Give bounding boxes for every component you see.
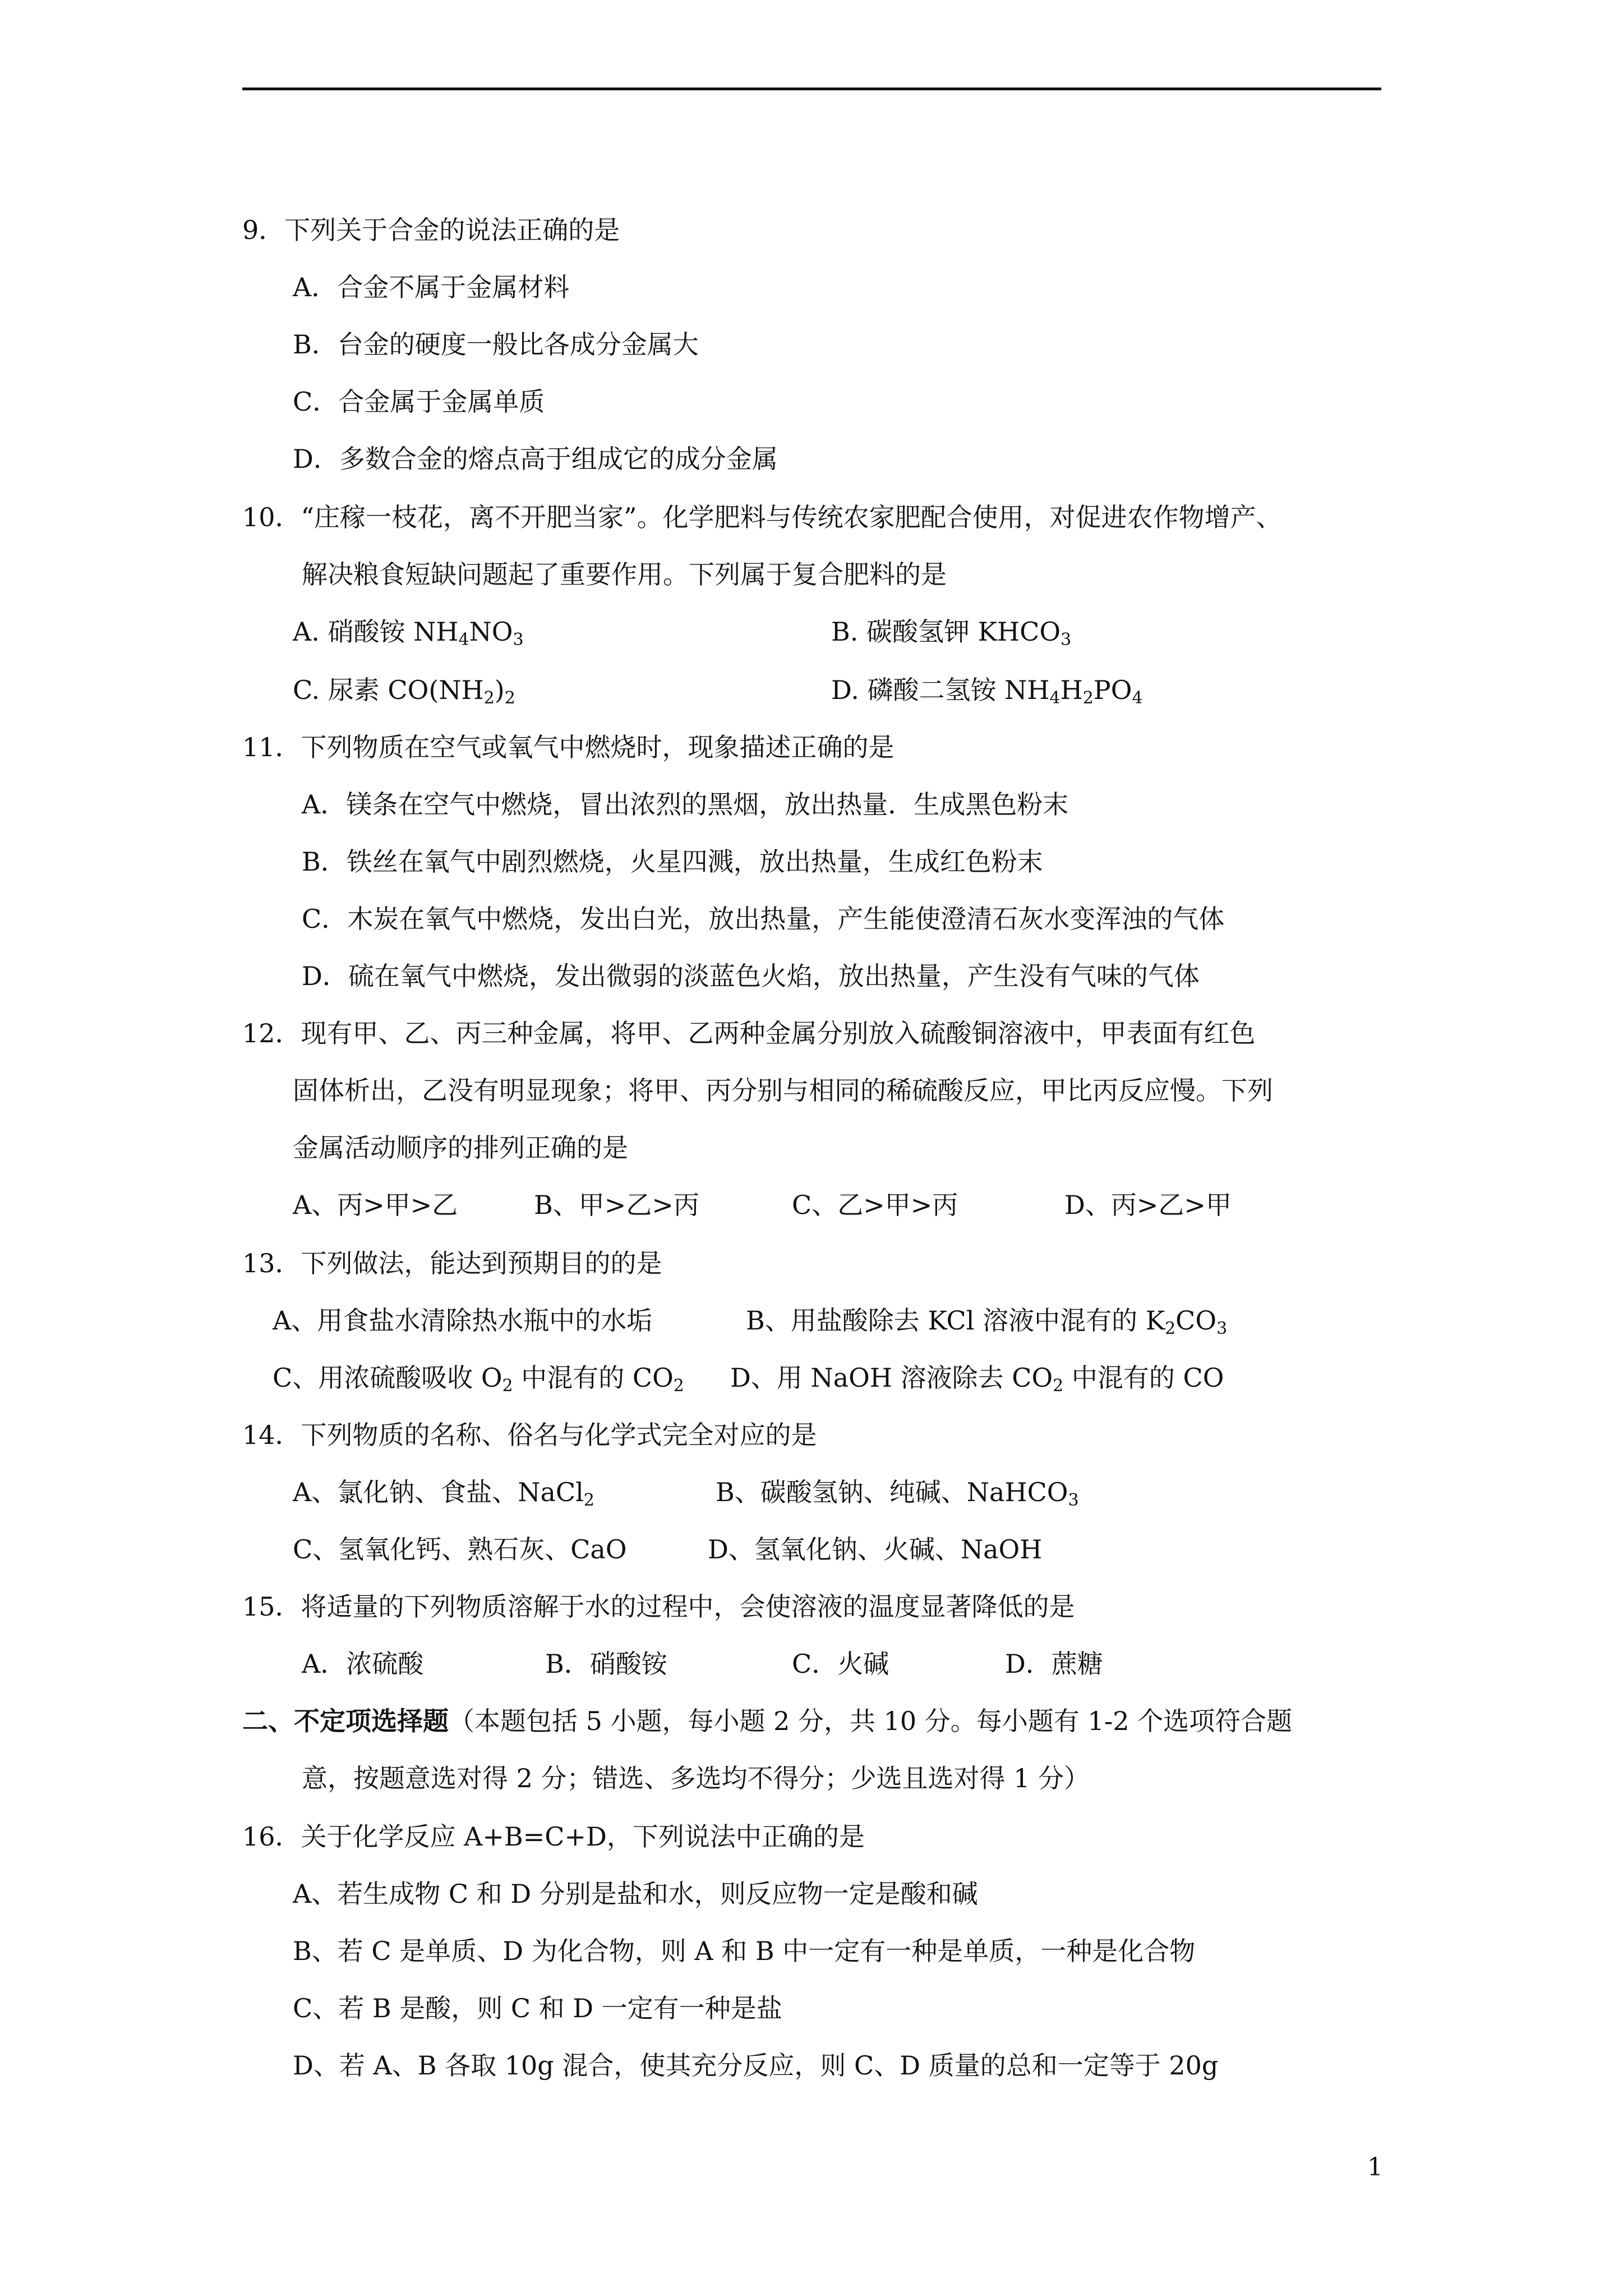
section2-desc-line1: （本题包括 5 小题，每小题 2 分，共 10 分。每小题有 1-2 个选项符合题: [449, 1706, 1293, 1736]
q15-option-b: B．硝酸铵: [545, 1649, 667, 1679]
q14-stem: 14．下列物质的名称、俗名与化学式完全对应的是: [242, 1420, 817, 1450]
q12-option-a: A、丙>甲>乙: [293, 1190, 458, 1220]
q11-option-d: D．硫在氧气中燃烧，发出微弱的淡蓝色火焰，放出热量，产生没有气味的气体: [302, 961, 1200, 991]
q14-option-c: C、氢氧化钙、熟石灰、CaO: [293, 1534, 627, 1565]
q16-option-d: D、若 A、B 各取 10g 混合，使其充分反应，则 C、D 质量的总和一定等于 20g: [293, 2050, 1219, 2081]
q15-option-d: D．蔗糖: [1005, 1649, 1103, 1679]
q9-option-d: D．多数合金的熔点高于组成它的成分金属: [293, 444, 778, 474]
q12-stem-line3: 金属活动顺序的排列正确的是: [293, 1133, 628, 1163]
q11-stem: 11．下列物质在空气或氧气中燃烧时，现象描述正确的是: [242, 732, 895, 762]
q14-option-a: A、氯化钠、食盐、NaCl$_2$: [293, 1477, 594, 1510]
q13-option-b: B、用盐酸除去 KCl 溶液中混有的 $K_2CO_3$: [746, 1305, 1228, 1338]
q10-stem-line1: 10．“庄稼一枝花，离不开肥当家”。化学肥料与传统农家肥配合使用，对促进农作物增产、: [242, 502, 1282, 532]
q11-option-b: B．铁丝在氧气中剧烈燃烧，火星四溅，放出热量，生成红色粉末: [302, 846, 1043, 877]
q14-option-b: B、碳酸氢钠、纯碱、NaHCO$_3$: [716, 1477, 1079, 1510]
q9-option-b: B．台金的硬度一般比各成分金属大: [293, 329, 699, 360]
q10-option-b: B. 碳酸氢钾 $KHCO_3$: [831, 616, 1072, 650]
section2-title: 二、不定项选择题: [242, 1706, 449, 1736]
q15-stem: 15．将适量的下列物质溶解于水的过程中，会使溶液的温度显著降低的是: [242, 1591, 1075, 1622]
q16-option-b: B、若 C 是单质、D 为化合物，则 A 和 B 中一定有一种是单质，一种是化合物: [293, 1936, 1196, 1966]
q15-option-c: C．火碱: [792, 1649, 889, 1679]
q10-option-d: D. 磷酸二氢铵 $NH_4H_2PO_4$: [831, 675, 1143, 708]
header-rule: [242, 88, 1381, 90]
q11-option-a: A．镁条在空气中燃烧，冒出浓烈的黑烟，放出热量．生成黑色粉末: [302, 789, 1069, 820]
q13-option-c: C、用浓硫酸吸收 $O_2$ 中混有的 $CO_2$: [273, 1363, 684, 1396]
q9-option-a: A．合金不属于金属材料: [293, 272, 570, 302]
q12-stem-line1: 12．现有甲、乙、丙三种金属，将甲、乙两种金属分别放入硫酸铜溶液中，甲表面有红色: [242, 1018, 1256, 1048]
q12-option-d: D、丙>乙>甲: [1064, 1190, 1232, 1220]
q16-option-a: A、若生成物 C 和 D 分别是盐和水，则反应物一定是酸和碱: [293, 1879, 978, 1909]
section2-desc-line2: 意，按题意选对得 2 分；错选、多选均不得分；少选且选对得 1 分）: [302, 1763, 1090, 1793]
q9-option-c: C．合金属于金属单质: [293, 386, 545, 417]
q10-option-a: A. 硝酸铵 $NH_4NO_3$: [293, 616, 524, 650]
q14-option-d: D、氢氧化钠、火碱、NaOH: [708, 1534, 1043, 1565]
q15-option-a: A．浓硫酸: [302, 1649, 424, 1679]
q13-stem: 13．下列做法，能达到预期目的的是: [242, 1248, 662, 1278]
q16-stem: 16．关于化学反应 A+B=C+D，下列说法中正确的是: [242, 1821, 865, 1852]
q10-stem-line2: 解决粮食短缺问题起了重要作用。下列属于复合肥料的是: [302, 559, 947, 590]
q12-option-b: B、甲>乙>丙: [534, 1190, 699, 1220]
q13-option-a: A、用食盐水清除热水瓶中的水垢: [273, 1305, 653, 1336]
q9-stem: 9．下列关于合金的说法正确的是: [242, 215, 620, 245]
section2-heading: [242, 1704, 1292, 1738]
q16-option-c: C、若 B 是酸，则 C 和 D 一定有一种是盐: [293, 1993, 782, 2023]
q11-option-c: C．木炭在氧气中燃烧，发出白光，放出热量，产生能使澄清石灰水变浑浊的气体: [302, 904, 1225, 934]
q12-option-c: C、乙>甲>丙: [792, 1190, 958, 1220]
q13-option-d: D、用 NaOH 溶液除去 $CO_2$ 中混有的 CO: [730, 1363, 1224, 1396]
q10-option-c: C. 尿素 $CO(NH_2)_2$: [293, 675, 515, 708]
q12-stem-line2: 固体析出，乙没有明显现象；将甲、丙分别与相同的稀硫酸反应，甲比丙反应慢。下列: [293, 1075, 1273, 1106]
page-number: 1: [1367, 2153, 1383, 2182]
